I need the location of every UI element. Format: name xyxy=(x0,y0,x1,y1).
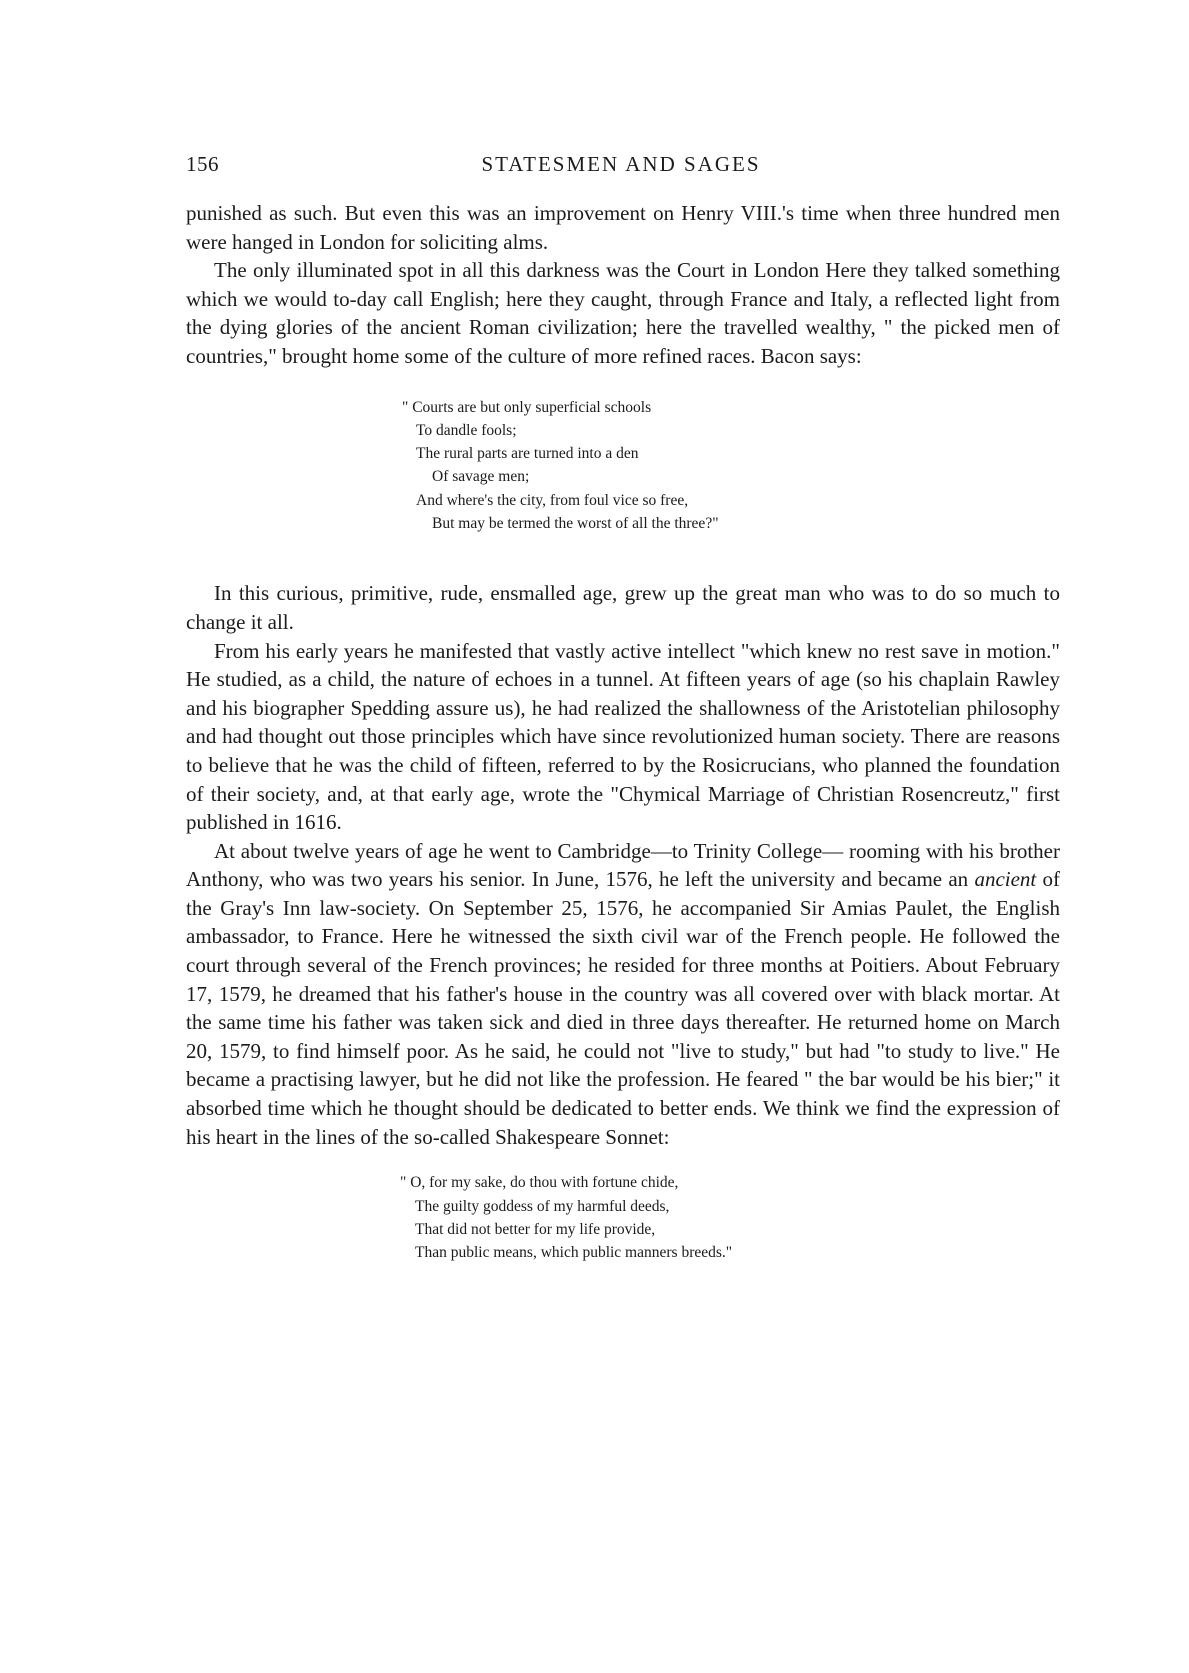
page-number: 156 xyxy=(186,152,219,176)
quote-line: And where's the city, from foul vice so free, xyxy=(416,491,689,509)
page-body xyxy=(186,199,1060,1264)
quote-line: Of savage men; xyxy=(432,468,530,486)
paragraph-early-years: From his early years he manifested that vastly active intellect "which knew no rest save in motion." He studied, as a child, the nature of echoes in a tunnel. At fifteen years of age (so his chaplain Rawley and his biographer Spedding assure us), he had realized the shallowness of the Aristotelian philosophy and had thought out those principles which have since revolutionized human society. There are reasons to believe that he was the child of fifteen, referred to by the Rosicrucians, who planned the foundation of their society, and, at that early age, wrote the "Chymical Marriage of Christian Rosencreutz," first published in 1616. xyxy=(186,638,1060,835)
paragraph-cambridge xyxy=(186,837,1060,1152)
quote-line: That did not better for my life provide, xyxy=(415,1220,656,1238)
quote-line: To dandle fools; xyxy=(416,421,517,439)
bacon-quote xyxy=(186,396,1060,536)
sonnet-quote xyxy=(186,1171,1060,1264)
page-header xyxy=(186,150,1056,186)
quote-line: The guilty goddess of my harmful deeds, xyxy=(415,1197,670,1215)
quote-line: Than public means, which public manners breeds." xyxy=(415,1244,733,1262)
paragraph-curious-age: In this curious, primitive, rude, ensmalled age, grew up the great man who was to do so much to change it all. xyxy=(186,581,1060,634)
quote-line: But may be termed the worst of all the three?" xyxy=(432,515,719,533)
quote-line: " O, for my sake, do thou with fortune chide, xyxy=(400,1174,679,1192)
paragraph-cambridge-part-2: of the Gray's Inn law-society. On September 25, 1576, he accompanied Sir Amias Paulet, the English ambassador, to France. Here he witnessed the sixth civil war of the French people. He followed the court through several of the French provinces; he resided for three months at Poitiers. About February 17, 1579, he dreamed that his father's house in the country was all covered over with black mortar. At the same time his father was taken sick and died in three days thereafter. He returned home on March 20, 1579, to find himself poor. As he said, he could not "live to study," but had "to study to live." He became a practising lawyer, but he did not like the profession. He feared " the bar would be his bier;" it absorbed time which he thought should be dedicated to better ends. We think we find the expression of his heart in the lines of the so-called Shakespeare Sonnet: xyxy=(186,867,1060,1149)
paragraph-court: The only illuminated spot in all this darkness was the Court in London Here they talked something which we would to-day call English; here they caught, through France and Italy, a reflected light from the dying glories of the ancient Roman civilization; here the travelled wealthy, " the picked men of countries," brought home some of the culture of more refined races. Bacon says: xyxy=(186,258,1060,368)
quote-line: " Courts are but only superficial schools xyxy=(402,398,652,416)
paragraph-punished: punished as such. But even this was an improvement on Henry VIII.'s time when three hundred men were hanged in London for soliciting alms. xyxy=(186,201,1060,254)
emphasis-ancient: ancient xyxy=(974,867,1037,892)
quote-line: The rural parts are turned into a den xyxy=(416,445,639,463)
running-head: STATESMEN AND SAGES xyxy=(481,152,761,176)
paragraph-cambridge-part-1: At about twelve years of age he went to Cambridge—to Trinity College— rooming with his brother Anthony, who was two years his senior. In June, 1576, he left the university and became an xyxy=(186,838,1060,892)
